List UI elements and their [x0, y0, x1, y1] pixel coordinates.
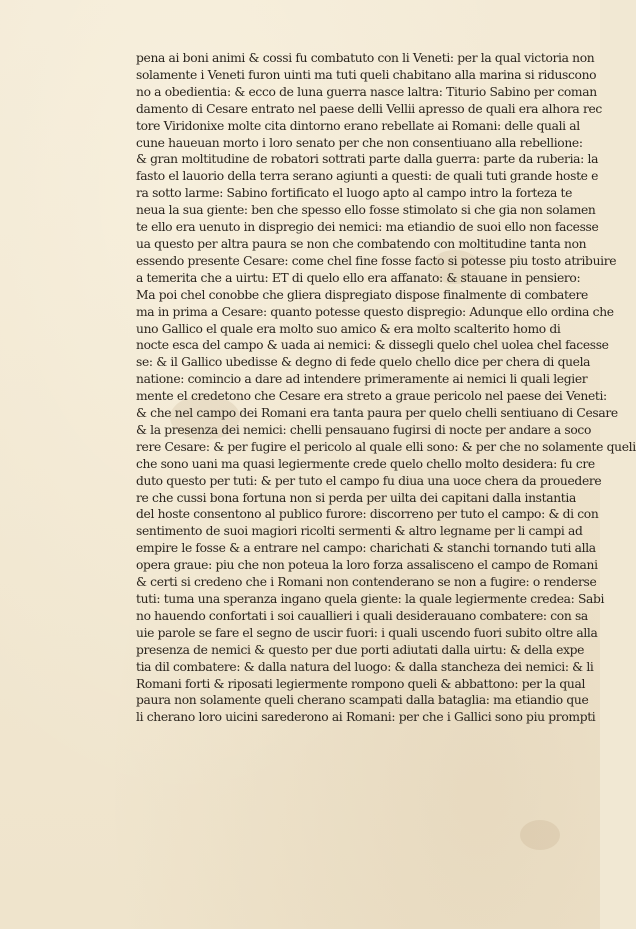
text-line: rere Cesare: & per fugire el pericolo al quale elli sono: & per che no solamente queli	[136, 439, 636, 454]
text-line: & che nel campo dei Romani era tanta paura per quelo chelli sentiuano di Cesare	[136, 406, 618, 421]
text-line: neua la sua giente: ben che spesso ello fosse stimolato si che gia non solamen	[136, 203, 596, 218]
text-line: & la presenza dei nemici: chelli pensauano fugirsi di nocte per andare a soco	[136, 422, 592, 437]
text-line: uno Gallico el quale era molto suo amico & era molto scalterito homo di	[136, 321, 561, 336]
text-line: presenza de nemici & questo per due porti adiutati dalla uirtu: & della expe	[136, 642, 585, 657]
text-line: duto questo per tuti: & per tuto el campo fu diua una uoce chera da prouedere	[136, 473, 602, 488]
text-line: ua questo per altra paura se non che combatendo con moltitudine tanta non	[136, 236, 587, 251]
text-line: fasto el lauorio della terra serano agiunti a questi: de quali tuti grande hoste e	[136, 169, 599, 184]
text-line: uie parole se fare el segno de uscir fuori: i quali uscendo fuori subito oltre alla	[136, 625, 598, 640]
text-line: damento di Cesare entrato nel paese delli Vellii apresso de quali era alhora rec	[136, 101, 602, 116]
text-line: ma in prima a Cesare: quanto potesse questo dispregio: Adunque ello ordina che	[136, 304, 614, 319]
text-line: natione: comincio a dare ad intendere primeramente ai nemici li quali legier	[136, 372, 588, 387]
text-line: Ma poi chel conobbe che gliera dispregiato dispose finalmente di combatere	[136, 287, 588, 302]
text-line: cune haueuan morto i loro senato per che non consentiuano alla rebellione:	[136, 135, 583, 150]
text-line: tuti: tuma una speranza ingano quela giente: la quale legiermente credea: Sabi	[136, 592, 605, 606]
text-line: pena ai boni animi & cossi fu combatuto con li Veneti: per la qual victoria non	[136, 51, 595, 65]
text-line: paura non solamente queli cherano scampati dalla bataglia: ma etiandio que	[136, 693, 589, 708]
text-line: che sono uani ma quasi legiermente crede quelo chello molto desidera: fu cre	[136, 456, 595, 471]
text-line: sentimento de suoi magiori ricolti sermenti & altro legname per li campi ad	[136, 524, 583, 539]
text-line: re che cussi bona fortuna non si perda per uilta dei capitani dalla instantia	[136, 490, 576, 505]
paper-stain	[520, 820, 560, 850]
text-line: ra sotto larme: Sabino fortificato el luogo apto al campo intro la forteza te	[136, 186, 573, 201]
text-line: opera graue: piu che non poteua la loro forza assalisceno el campo de Romani	[136, 558, 598, 573]
text-line: essendo presente Cesare: come chel fine fosse facto si potesse piu tosto atribuire	[136, 253, 617, 268]
text-block	[136, 50, 636, 726]
text-line: nocte esca del campo & uada ai nemici: & dissegli quelo chel uolea chel facesse	[136, 338, 609, 353]
text-line: tia dil combatere: & dalla natura del luogo: & dalla stancheza dei nemici: & li	[136, 659, 594, 674]
text-line: mente el credetono che Cesare era streto a graue pericolo nel paese dei Veneti:	[136, 389, 607, 404]
text-line: te ello era uenuto in dispregio dei nemici: ma etiandio de suoi ello non facesse	[136, 220, 599, 235]
text-line: no hauendo confortati i soi cauallieri i quali desiderauano combatere: con sa	[136, 608, 588, 623]
text-line: & gran moltitudine de robatori sottrati parte dalla guerra: parte da ruberia: la	[136, 152, 599, 167]
text-line: no a obedientia: & ecco de luna guerra nasce laltra: Titurio Sabino per coman	[136, 84, 597, 99]
text-line: Romani forti & riposati legiermente rompono queli & abbattono: per la qual	[136, 676, 586, 691]
text-line: li cherano loro uicini sarederono ai Romani: per che i Gallici sono piu prompti	[136, 710, 596, 725]
text-line: del hoste consentono al publico furore: discorreno per tuto el campo: & di con	[136, 507, 599, 522]
text-line: a temerita che a uirtu: ET di quelo ello era affanato: & stauane in pensiero:	[136, 270, 581, 285]
text-line: solamente i Veneti furon uinti ma tuti queli chabitano alla marina si riduscono	[136, 67, 597, 82]
text-line: & certi si credeno che i Romani non contenderano se non a fugire: o renderse	[136, 575, 597, 590]
text-line: empire le fosse & a entrare nel campo: charichati & stanchi tornando tuti alla	[136, 541, 596, 556]
text-line: se: & il Gallico ubedisse & degno di fede quelo chello dice per chera di quela	[136, 355, 591, 370]
text-line: tore Viridonixe molte cita dintorno erano rebellate ai Romani: delle quali al	[136, 118, 580, 133]
